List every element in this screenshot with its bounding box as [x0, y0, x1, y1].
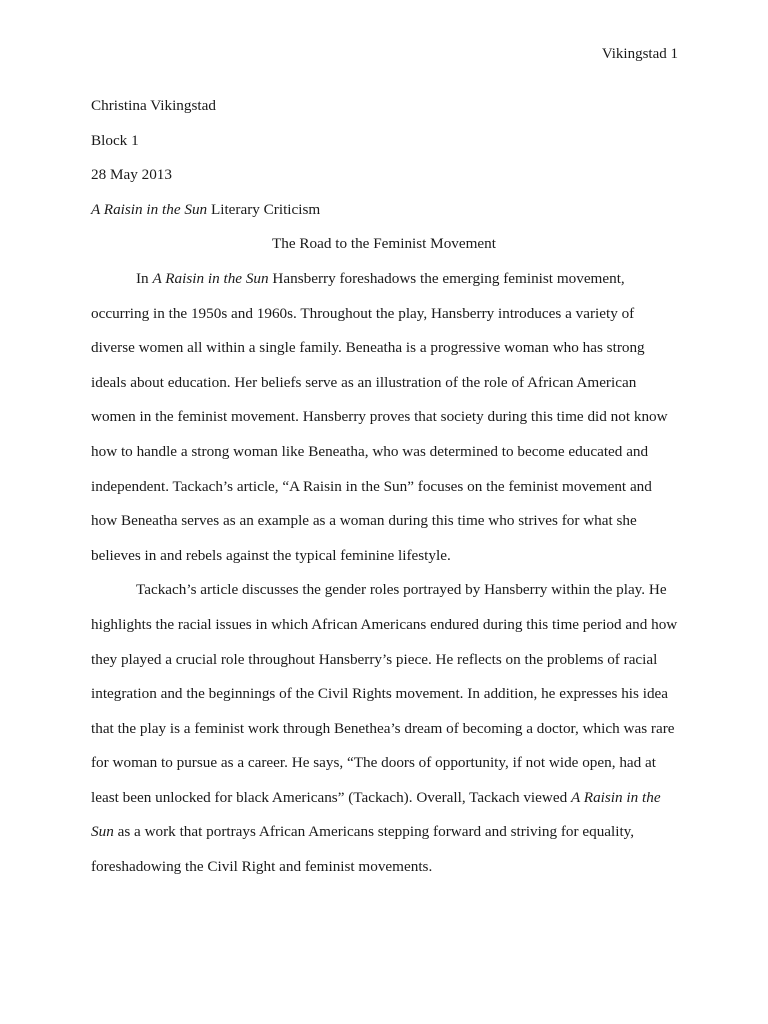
paragraph-1-line-2: occurring in the 1950s and 1960s. Throughout the play, Hansberry introduces a variety of: [91, 304, 635, 322]
running-header: Vikingstad 1: [601, 46, 678, 62]
p1-l1-pre: In: [136, 269, 153, 287]
paragraph-1-line-4: ideals about education. Her beliefs serve as an illustration of the role of African American: [91, 373, 637, 391]
p2-l7-italic: A Raisin in the: [571, 788, 661, 806]
paragraph-1-line-9: believes in and rebels against the typical feminine lifestyle.: [91, 546, 451, 564]
p1-l1-italic: A Raisin in the Sun: [152, 269, 269, 287]
submission-date: 28 May 2013: [91, 166, 172, 184]
paragraph-2-line-9: foreshadowing the Civil Right and feminist movements.: [91, 858, 433, 876]
p2-l8-post: as a work that portrays African Americans stepping forward and striving for equality,: [113, 823, 635, 841]
course-title-rest: Literary Criticism: [207, 200, 321, 218]
p2-l7-pre: least been unlocked for black Americans” (Tackach). Overall, Tackach viewed: [91, 788, 571, 806]
document-body: [91, 89, 677, 885]
p1-l1-post: Hansberry foreshadows the emerging feminist movement,: [268, 269, 625, 287]
author-name: Christina Vikingstad: [91, 97, 216, 114]
paragraph-2-line-4: integration and the beginnings of the Civil Rights movement. In addition, he expresses his idea: [91, 685, 669, 703]
paragraph-2-line-6: for woman to pursue as a career. He says, “The doors of opportunity, if not wide open, had at: [91, 754, 657, 772]
paragraph-1-line-7: independent. Tackach’s article, “A Raisin in the Sun” focuses on the feminist movement and: [91, 477, 652, 495]
essay-title: The Road to the Feminist Movement: [272, 235, 496, 253]
paragraph-2-line-3: they played a crucial role throughout Hansberry’s piece. He reflects on the problems of racial: [91, 650, 658, 668]
paragraph-1-line-8: how Beneatha serves as an example as a woman during this time who strives for what she: [91, 512, 637, 530]
course-title-italic: A Raisin in the Sun: [91, 200, 208, 218]
paragraph-2-line-7: [91, 781, 677, 816]
paragraph-2-line-2: highlights the racial issues in which African Americans endured during this time period and how: [91, 615, 678, 633]
paragraph-1-line-6: how to handle a strong woman like Beneatha, who was determined to become educated and: [91, 442, 649, 460]
paragraph-1-line-1: [91, 262, 677, 297]
p2-l8-italic: Sun: [91, 823, 114, 841]
paragraph-1-line-5: women in the feminist movement. Hansberry proves that society during this time did not know: [91, 408, 668, 426]
class-block: Block 1: [91, 131, 139, 149]
course-title: [91, 193, 677, 228]
paragraph-2-line-8: [91, 815, 677, 850]
paragraph-1-line-3: diverse women all within a single family. Beneatha is a progressive woman who has strong: [91, 339, 645, 357]
paragraph-2-line-1: Tackach’s article discusses the gender roles portrayed by Hansberry within the play. He: [136, 581, 667, 599]
paragraph-2-line-5: that the play is a feminist work through Benethea’s dream of becoming a doctor, which was rare: [91, 719, 675, 737]
